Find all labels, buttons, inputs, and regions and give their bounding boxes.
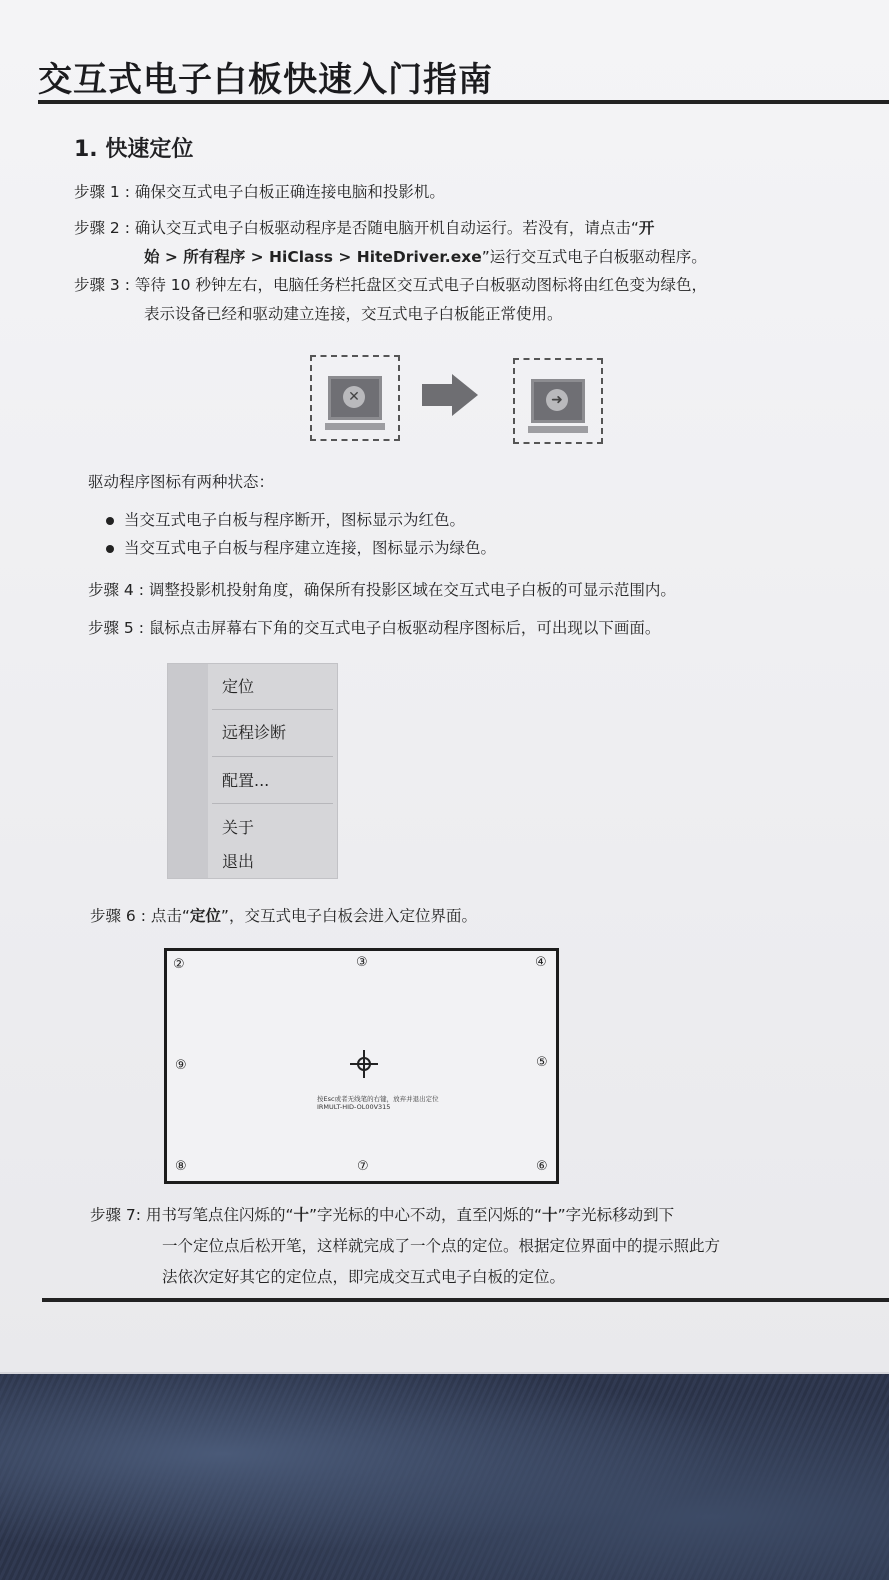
calib-model-text: IRMULT-HID-OL00V315 — [317, 1103, 391, 1111]
calib-point-4: ④ — [535, 955, 547, 970]
title-divider — [38, 100, 889, 104]
bullet-item: 当交互式电子白板与程序断开，图标显示为红色。 — [106, 508, 465, 530]
footer-divider — [42, 1298, 889, 1302]
background-fabric — [0, 1370, 889, 1580]
menu-item-about[interactable]: 关于 — [222, 818, 255, 837]
driver-context-menu — [167, 663, 338, 879]
step-4: 步骤 4 : 调整投影机投射角度，确保所有投影区域在交互式电子白板的可显示范围内。 — [88, 581, 676, 599]
step-7: 步骤 7: 用书写笔点住闪烁的“十”字光标的中心不动，直至闪烁的“十”字光标移动到下 一个定位点后松开笔，这样就完成了一个点的定位。根据定位界面中的提示照此方 法依次定好其它的定位点，即完成交互式电子白板的定位。 — [90, 1206, 721, 1286]
monitor-arrow-icon: ➜ — [531, 379, 585, 423]
calib-point-8: ⑧ — [175, 1159, 187, 1174]
connected-icon-frame — [513, 358, 603, 444]
step-2-path: 始 > 所有程序 > HiClass > HiteDriver.exe — [144, 248, 482, 266]
monitor-x-icon: ✕ — [328, 376, 382, 420]
calib-point-5: ⑤ — [536, 1055, 548, 1070]
menu-item-remote-diagnosis[interactable]: 远程诊断 — [222, 723, 287, 742]
disconnected-icon-frame — [310, 355, 400, 441]
crosshair-cursor-icon — [350, 1050, 378, 1078]
step-2-text-b: 开 — [638, 219, 655, 237]
step-5: 步骤 5 : 鼠标点击屏幕右下角的交互式电子白板驱动程序图标后，可出现以下画面。 — [88, 619, 661, 637]
page-title: 交互式电子白板快速入门指南 — [38, 60, 493, 100]
menu-item-exit[interactable]: 退出 — [222, 852, 255, 871]
step-2 — [74, 214, 854, 272]
bullet-icon — [106, 545, 114, 553]
calibration-screen — [164, 948, 559, 1184]
step-2-text-d: ”运行交互式电子白板驱动程序。 — [481, 248, 707, 266]
step-1-text: 步骤 1 : 确保交互式电子白板正确连接电脑和投影机。 — [74, 183, 445, 201]
step-3-text-a: 步骤 3 : 等待 10 秒钟左右，电脑任务栏托盘区交互式电子白板驱动图标将由红色变为绿色， — [74, 276, 707, 294]
section-heading: 1. 快速定位 — [74, 137, 194, 162]
step-3-text-b: 表示设备已经和驱动建立连接，交互式电子白板能正常使用。 — [144, 305, 563, 323]
menu-item-settings[interactable]: 配置... — [222, 771, 270, 790]
calib-point-9: ⑨ — [175, 1058, 187, 1073]
calib-point-3: ③ — [356, 955, 368, 970]
icon-state-note: 驱动程序图标有两种状态： — [88, 473, 275, 491]
calib-point-2: ② — [173, 957, 185, 972]
step-1 — [74, 178, 445, 207]
bullet-item: 当交互式电子白板与程序建立连接，图标显示为绿色。 — [106, 536, 496, 558]
step-6: 步骤 6 : 点击“定位”，交互式电子白板会进入定位界面。 — [90, 907, 477, 925]
bullet-icon — [106, 517, 114, 525]
step-2-text-a: 步骤 2 : 确认交互式电子白板驱动程序是否随电脑开机自动运行。若没有，请点击“ — [74, 219, 639, 237]
calib-hint-text: 按Esc或者无线笔的右键，放弃并退出定位 — [317, 1095, 439, 1103]
calib-point-6: ⑥ — [536, 1159, 548, 1174]
step-3 — [74, 271, 864, 329]
calib-point-7: ⑦ — [357, 1159, 369, 1174]
menu-item-locate[interactable]: 定位 — [222, 677, 255, 696]
